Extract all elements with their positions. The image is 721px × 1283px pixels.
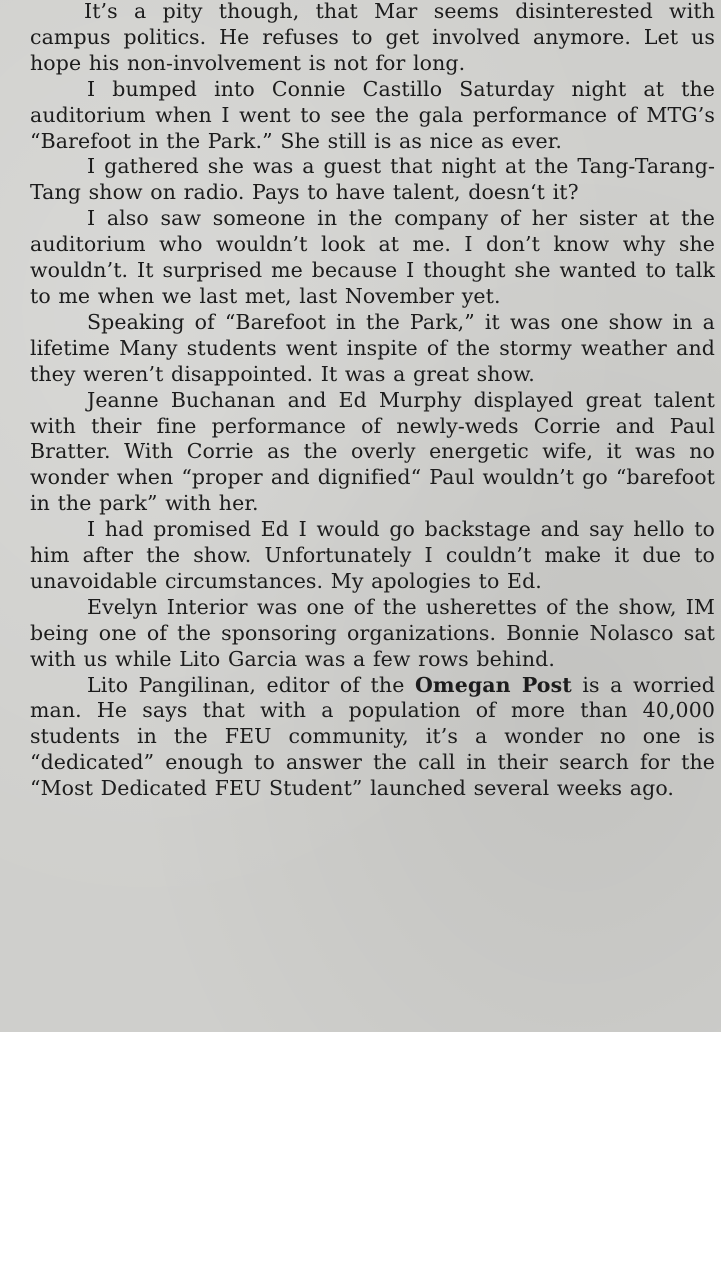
paragraph-performers: Jeanne Buchanan and Ed Murphy displayed great talent with their fine performance of newly-weds Corrie and Paul Bratter. With Corrie as the overly energetic wife, it was no wonder when “proper and dignified“ Paul wouldn’t go “barefoot in the park” with her. <box>30 387 715 516</box>
paragraph-omegan-post <box>30 673 715 803</box>
text-before-publication: Lito Pangilinan, editor of the <box>87 672 415 697</box>
paragraph-mar-politics: It’s a pity though, that Mar seems disinterested with campus politics. He refuses to get involved anymore. Let us hope his non-involvement is not for long. <box>30 0 715 75</box>
paragraph-usherettes: Evelyn Interior was one of the usherettes of the show, IM being one of the sponsoring organizations. Bonnie Nolasco sat with us while Lito Garcia was a few rows behind. <box>30 594 715 671</box>
paragraph-sister: I also saw someone in the company of her sister at the auditorium who wouldn’t look at me. I don’t know why she wouldn’t. It surprised me because I thought she wanted to talk to me when we last met, last November yet. <box>30 206 715 308</box>
article-column <box>30 0 715 802</box>
paragraph-barefoot-show: Speaking of “Barefoot in the Park,” it was one show in a lifetime Many students went inspite of the stormy weather and they weren’t disappointed. It was a great show. <box>30 309 715 386</box>
text-after-publication: is a worried man. He says that with a population of more than 40,000 students in the FEU community, it’s a wonder no one is “dedicated” enough to answer the call in their search for the “Most Dedicated FEU Student” launched several weeks ago. <box>30 672 716 801</box>
paragraph-connie-castillo: I bumped into Connie Castillo Saturday night at the auditorium when I went to see the gala performance of MTG’s “Barefoot in the Park.” She still is as nice as ever. <box>30 76 715 153</box>
paragraph-backstage: I had promised Ed I would go backstage and say hello to him after the show. Unfortunately I couldn’t make it due to unavoidable circumstances. My apologies to Ed. <box>30 517 715 593</box>
publication-name: Omegan Post <box>414 672 572 697</box>
paragraph-radio-guest: I gathered she was a guest that night at the Tang-Tarang-Tang show on radio. Pays to have talent, doesn‘t it? <box>30 154 715 205</box>
